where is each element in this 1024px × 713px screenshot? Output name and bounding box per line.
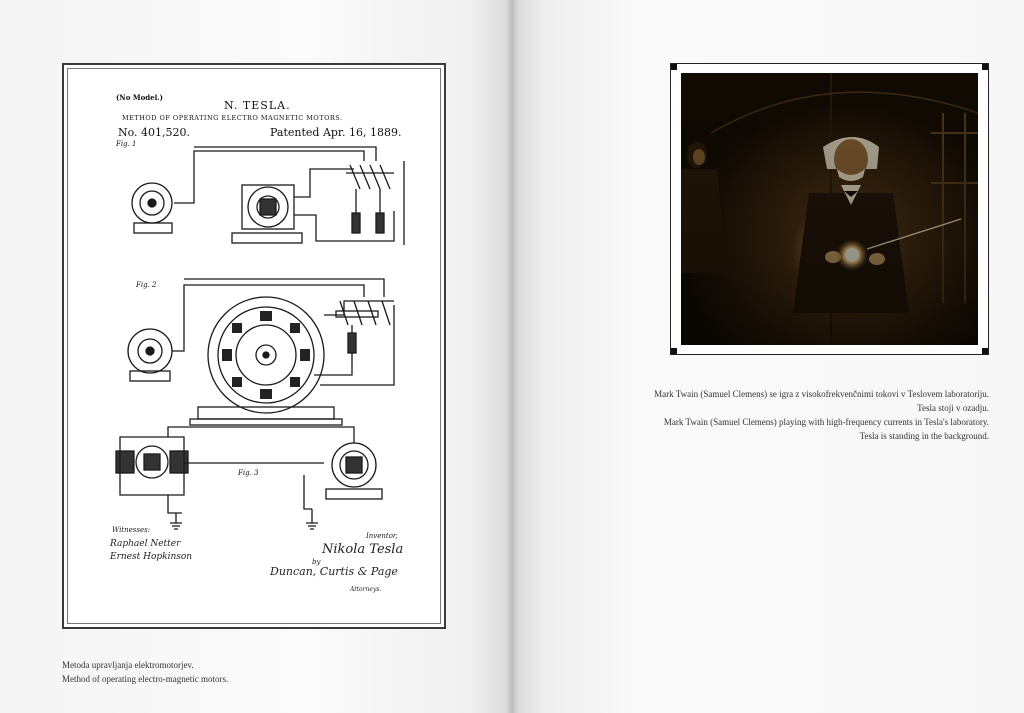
- patent-method-title: METHOD OF OPERATING ELECTRO MAGNETIC MOTORS.: [122, 114, 343, 122]
- patent-inventor-signature: Nikola Tesla: [322, 542, 404, 557]
- laboratory-photo-illustration: [681, 73, 978, 345]
- photo-corner-bottom-right: [982, 348, 988, 354]
- photo-caption-line-4: Tesla is standing in the background.: [859, 431, 989, 441]
- right-page: [512, 0, 1024, 713]
- patent-date: Patented Apr. 16, 1889.: [270, 126, 402, 139]
- patent-fig1-label: Fig. 1: [116, 140, 137, 148]
- patent-by-label: by: [312, 558, 321, 566]
- patent-inventor-name: N. TESLA.: [224, 99, 291, 112]
- laboratory-photo: [681, 73, 978, 345]
- photo-corner-top-left: [671, 64, 677, 70]
- photo-corner-bottom-left: [671, 348, 677, 354]
- photo-caption: [654, 387, 989, 443]
- patent-drawing-illustration: [64, 65, 444, 627]
- patent-fig2-label: Fig. 2: [136, 281, 157, 289]
- patent-number: No. 401,520.: [118, 126, 191, 139]
- photo-corner-top-right: [982, 64, 988, 70]
- patent-model-note: (No Model.): [116, 93, 163, 102]
- patent-caption: [62, 658, 228, 686]
- patent-witnesses-label: Witnesses:: [112, 526, 151, 534]
- patent-witness-signature-1: Raphael Netter: [110, 539, 181, 549]
- photo-frame: [670, 63, 989, 355]
- book-gutter-shadow: [506, 0, 518, 713]
- photo-caption-line-1: Mark Twain (Samuel Clemens) se igra z visokofrekvenčnimi tokovi v Teslovem laboratoriju.: [654, 389, 989, 399]
- patent-witness-signature-2: Ernest Hopkinson: [110, 552, 193, 562]
- patent-inventor-label: Inventor,: [366, 532, 398, 540]
- patent-attorneys-label: Attorneys.: [350, 586, 382, 593]
- patent-fig3-label: Fig. 3: [238, 469, 259, 477]
- patent-caption-line-2: Method of operating electro-magnetic motors.: [62, 674, 229, 684]
- photo-caption-line-3: Mark Twain (Samuel Clemens) playing with high-frequency currents in Tesla's laboratory.: [663, 417, 989, 427]
- photo-caption-line-2: Tesla stoji v ozadju.: [917, 403, 989, 413]
- patent-attorney-signature: Duncan, Curtis & Page: [270, 565, 398, 578]
- patent-caption-line-1: Metoda upravljanja elektromotorjev.: [62, 660, 194, 670]
- patent-drawing-frame: [62, 63, 446, 629]
